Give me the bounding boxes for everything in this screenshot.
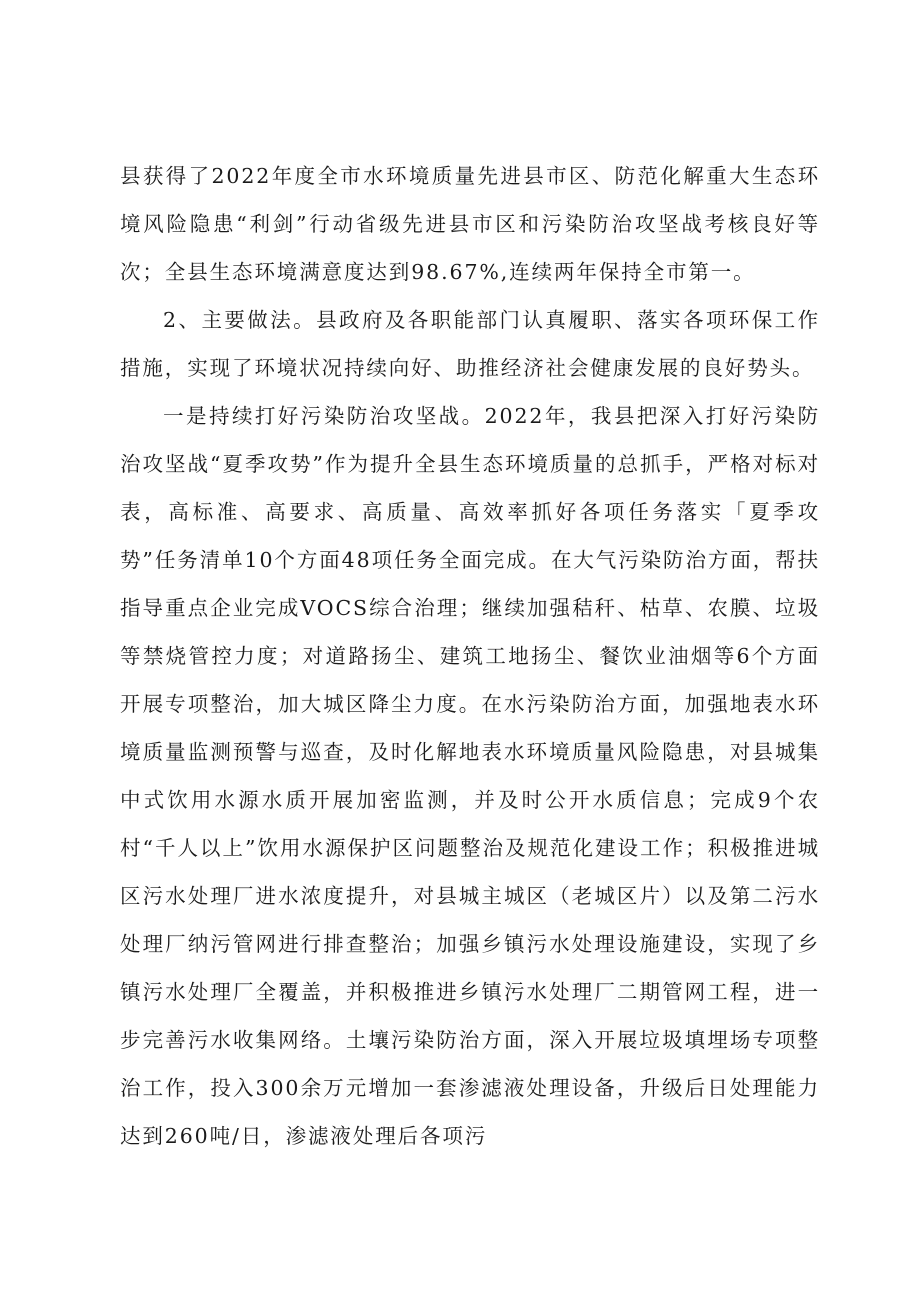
paragraph-pollution-prevention: 一是持续打好污染防治攻坚战。2022年，我县把深入打好污染防治攻坚战“夏季攻势”作为提升全县生态环境质量的总抓手，严格对标对表，高标准、高要求、高质量、高效率抓好各项任务落实「夏季攻势”任务清单10个方面48项任务全面完成。在大气污染防治方面，帮扶指导重点企业完成VOCS综合治理；继续加强秸秆、枯草、农膜、垃圾等禁烧管控力度；对道路扬尘、建筑工地扬尘、餐饮业油烟等6个方面开展专项整治，加大城区降尘力度。在水污染防治方面，加强地表水环境质量监测预警与巡查，及时化解地表水环境质量风险隐患，对县城集中式饮用水源水质开展加密监测，并及时公开水质信息；完成9个农村“千人以上”饮用水源保护区问题整治及规范化建设工作；积极推进城区污水处理厂进水浓度提升，对县城主城区（老城区片）以及第二污水处理厂纳污管网进行排查整治；加强乡镇污水处理设施建设，实现了乡镇污水处理厂全覆盖，并积极推进乡镇污水处理厂二期管网工程，进一步完善污水收集网络。土壤污染防治方面，深入开展垃圾填埋场专项整治工作，投入300余万元增加一套渗滤液处理设备，升级后日处理能力达到260吨/日，渗滤液处理后各项污: [120, 404, 820, 1148]
paragraph-results: 县获得了2022年度全市水环境质量先进县市区、防范化解重大生态环境风险隐患“利剑”行动省级先进县市区和污染防治攻坚战考核良好等次；全县生态环境满意度达到98.67%,连续两年保持全市第一。: [120, 164, 820, 284]
document-body: [120, 152, 820, 1160]
paragraph-main-practices: 2、主要做法。县政府及各职能部门认真履职、落实各项环保工作措施，实现了环境状况持续向好、助推经济社会健康发展的良好势头。: [120, 308, 820, 380]
